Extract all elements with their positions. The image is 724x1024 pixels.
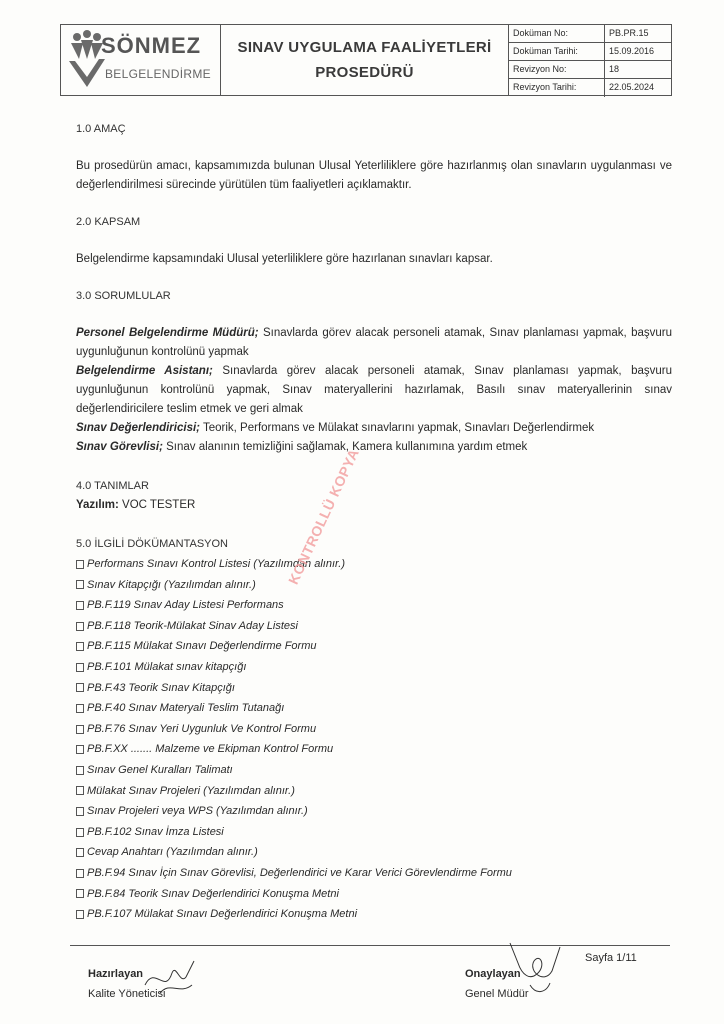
- scope-text: Belgelendirme kapsamındaki Ulusal yeterliliklere göre hazırlanan sınavları kapsar.: [76, 253, 493, 265]
- signature-icon: [140, 955, 200, 1000]
- doc-list-item: PB.F.40 Sınav Materyali Teslim Tutanağı: [76, 698, 672, 719]
- doc-list-item: Sınav Projeleri veya WPS (Yazılımdan alınır.): [76, 801, 672, 822]
- meta-value: PB.PR.15: [605, 25, 671, 43]
- checkbox-icon: [76, 704, 84, 713]
- controlled-copy-stamp: KONTROLLÜ KOPYA: [285, 446, 362, 587]
- checkbox-icon: [76, 725, 84, 734]
- role-description: Sınavlarda görev alacak personeli atamak, Sınav planlaması yapmak, başvuru uygunluğunun kontrolünü yapmak, Sınav materyallerini hazırlamak, Basılı sınav materyallerinin sınav değerlendiricilere teslim etmek ve geri almak: [76, 365, 672, 415]
- role-item: [76, 419, 672, 438]
- section-heading-scope: 2.0 KAPSAM: [76, 216, 141, 228]
- meta-value: 15.09.2016: [605, 43, 671, 61]
- title-line-1: SINAV UYGULAMA FAALİYETLERİ: [237, 39, 492, 56]
- logo-brand: SÖNMEZ: [101, 33, 202, 58]
- checkbox-icon: [76, 622, 84, 631]
- role-description: Sınav alanının temizliğini sağlamak, Kamera kullanımına yardım etmek: [162, 441, 528, 453]
- checkbox-icon: [76, 745, 84, 754]
- document-meta-table: [509, 25, 671, 95]
- prepared-by-title: Hazırlayan: [88, 968, 144, 980]
- footer-divider: [70, 945, 670, 946]
- definition-value: VOC TESTER: [118, 499, 196, 511]
- document-body: [76, 120, 672, 925]
- role-description: Teorik, Performans ve Mülakat sınavlarını yapmak, Sınavları Değerlendirmek: [200, 422, 595, 434]
- doc-list-item: PB.F.107 Mülakat Sınavı Değerlendirici Konuşma Metni: [76, 904, 672, 925]
- company-logo: [61, 25, 221, 95]
- role-name: Personel Belgelendirme Müdürü;: [76, 327, 259, 339]
- doc-list-item: PB.F.76 Sınav Yeri Uygunluk Ve Kontrol Formu: [76, 719, 672, 740]
- definition-label: Yazılım:: [76, 499, 119, 511]
- doc-list-item: Mülakat Sınav Projeleri (Yazılımdan alınır.): [76, 781, 672, 802]
- documentation-list: [76, 554, 672, 925]
- role-item: [76, 324, 672, 362]
- doc-list-item: PB.F.118 Teorik-Mülakat Sinav Aday Listesi: [76, 616, 672, 637]
- checkbox-icon: [76, 663, 84, 672]
- doc-list-item: Sınav Genel Kuralları Talimatı: [76, 760, 672, 781]
- meta-label: Doküman No:: [509, 25, 605, 43]
- checkbox-icon: [76, 601, 84, 610]
- checkbox-icon: [76, 869, 84, 878]
- checkbox-icon: [76, 910, 84, 919]
- doc-list-item: PB.F.119 Sınav Aday Listesi Performans: [76, 595, 672, 616]
- doc-list-item: PB.F.102 Sınav İmza Listesi: [76, 822, 672, 843]
- section-heading-documentation: 5.0 İLGİLİ DÖKÜMANTASYON: [76, 538, 229, 550]
- purpose-text: Bu prosedürün amacı, kapsamımızda bulunan Ulusal Yeterliliklere göre hazırlanmış olan sınavların uygulanması ve değerlendirilmesi sürecinde yürütülen tüm faaliyetleri açıklamaktır.: [76, 160, 672, 191]
- role-name: Sınav Değerlendiricisi;: [76, 422, 200, 434]
- checkbox-icon: [76, 807, 84, 816]
- doc-list-item: PB.F.43 Teorik Sınav Kitapçığı: [76, 678, 672, 699]
- checkbox-icon: [76, 766, 84, 775]
- meta-label: Revizyon No:: [509, 61, 605, 79]
- doc-list-item: PB.F.XX ....... Malzeme ve Ekipman Kontrol Formu: [76, 739, 672, 760]
- meta-value: 22.05.2024: [609, 82, 655, 92]
- checkbox-icon: [76, 683, 84, 692]
- logo-subtitle: BELGELENDİRME: [105, 67, 211, 81]
- checkbox-icon: [76, 560, 84, 569]
- meta-label: Doküman Tarihi:: [509, 43, 605, 61]
- doc-list-item: PB.F.115 Mülakat Sınavı Değerlendirme Formu: [76, 636, 672, 657]
- doc-list-item: PB.F.94 Sınav İçin Sınav Görevlisi, Değerlendirici ve Karar Verici Görevlendirme Formu: [76, 863, 672, 884]
- logo-mark-icon: [67, 29, 105, 89]
- meta-label: Revizyon Tarihi:: [509, 79, 605, 97]
- section-heading-definitions: 4.0 TANIMLAR: [76, 480, 149, 492]
- section-heading-responsibilities: 3.0 SORUMLULAR: [76, 290, 171, 302]
- document-title: [221, 25, 509, 95]
- doc-list-item: PB.F.101 Mülakat sınav kitapçığı: [76, 657, 672, 678]
- signature-icon: [500, 935, 570, 1005]
- checkbox-icon: [76, 889, 84, 898]
- role-name: Sınav Görevlisi;: [76, 441, 163, 453]
- checkbox-icon: [76, 848, 84, 857]
- section-heading-purpose: 1.0 AMAÇ: [76, 123, 126, 135]
- role-item: [76, 438, 672, 457]
- meta-value: 18: [605, 61, 671, 79]
- page-number: Sayfa 1/11: [585, 952, 637, 964]
- role-item: [76, 362, 672, 419]
- role-name: Belgelendirme Asistanı;: [76, 365, 213, 377]
- doc-list-item: Cevap Anahtarı (Yazılımdan alınır.): [76, 842, 672, 863]
- prepared-by-role: Kalite Yöneticisi: [88, 988, 166, 1000]
- doc-list-item: PB.F.84 Teorik Sınav Değerlendirici Konuşma Metni: [76, 884, 672, 905]
- definition-item: [76, 496, 672, 515]
- doc-list-item: Performans Sınavı Kontrol Listesi (Yazılımdan alınır.): [76, 554, 672, 575]
- doc-list-item: Sınav Kitapçığı (Yazılımdan alınır.): [76, 575, 672, 596]
- checkbox-icon: [76, 642, 84, 651]
- approved-by-role: Genel Müdür: [465, 988, 529, 1000]
- document-header: [60, 24, 672, 96]
- checkbox-icon: [76, 828, 84, 837]
- checkbox-icon: [76, 786, 84, 795]
- checkbox-icon: [76, 580, 84, 589]
- role-description: Sınavlarda görev alacak personeli atamak, Sınav planlaması yapmak, başvuru uygunluğunun kontrolünü yapmak: [76, 327, 672, 358]
- approved-by-title: Onaylayan: [465, 968, 521, 980]
- title-line-2: PROSEDÜRÜ: [315, 64, 414, 81]
